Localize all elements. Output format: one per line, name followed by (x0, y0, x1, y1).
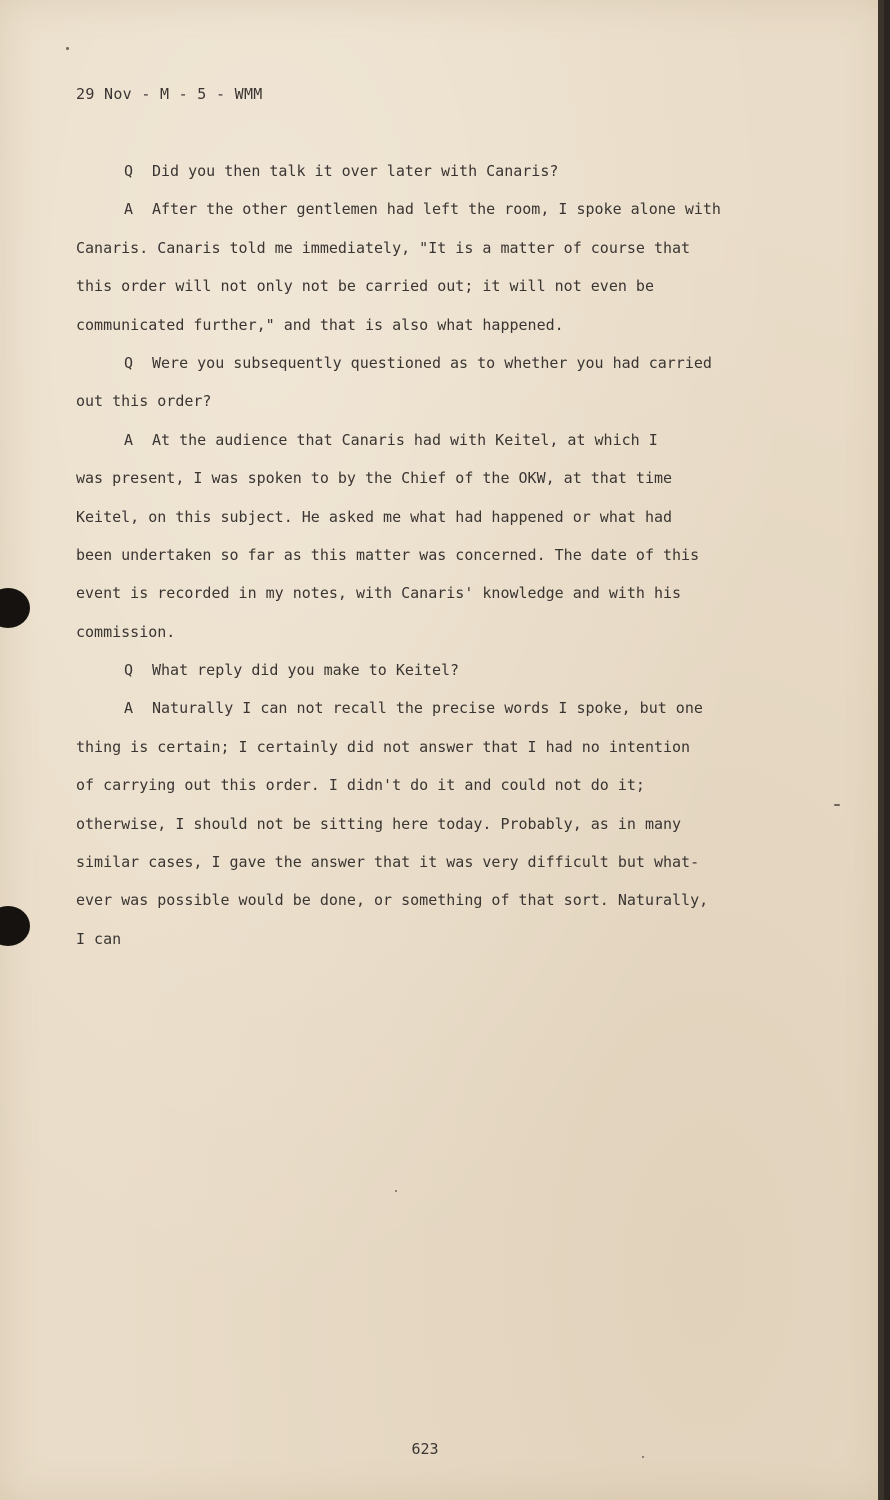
speck (66, 47, 69, 50)
text-line (76, 843, 766, 881)
question-paragraph (76, 152, 766, 190)
line-text: similar cases, I gave the answer that it was very difficult but what- (76, 853, 700, 872)
question-marker: Q (124, 353, 134, 372)
line-text: Keitel, on this subject. He asked me what had happened or what had (76, 507, 673, 526)
page-number (0, 1440, 890, 1458)
answer-paragraph (76, 421, 766, 651)
text-line (76, 190, 766, 228)
text-line (76, 459, 766, 497)
answer-marker: A (124, 430, 134, 449)
answer-paragraph (76, 689, 766, 958)
page-edge-shadow (878, 0, 884, 1500)
text-line (76, 536, 766, 574)
line-text: of carrying out this order. I didn't do it and could not do it; (76, 776, 645, 795)
text-line (76, 766, 766, 804)
line-text: After the other gentlemen had left the room, I spoke alone with (152, 200, 721, 219)
text-line (76, 574, 766, 612)
question-marker: Q (124, 162, 134, 180)
text-line (76, 229, 766, 267)
line-text: otherwise, I should not be sitting here today. Probably, as in many (76, 814, 682, 833)
question-paragraph (76, 344, 766, 421)
text-line (76, 805, 766, 843)
line-text: Were you subsequently questioned as to whether you had carried (152, 353, 712, 372)
line-text: What reply did you make to Keitel? (152, 661, 460, 680)
punch-hole (0, 906, 30, 946)
line-text: thing is certain; I certainly did not answer that I had no intention (76, 737, 691, 756)
punch-hole (0, 588, 30, 628)
text-line (76, 498, 766, 536)
line-text: I can (76, 929, 122, 948)
answer-marker: A (124, 200, 134, 219)
transcript-body (76, 152, 766, 958)
text-line (76, 728, 766, 766)
question-marker: Q (124, 661, 134, 680)
text-line (76, 689, 766, 727)
text-line (76, 881, 766, 919)
line-text: out this order? (76, 392, 212, 411)
line-text: At the audience that Canaris had with Keitel, at which I (152, 430, 658, 449)
answer-paragraph (76, 190, 766, 344)
line-text: Naturally I can not recall the precise words I spoke, but one (152, 699, 703, 718)
text-line (76, 613, 766, 651)
text-line (76, 267, 766, 305)
line-text: Did you then talk it over later with Canaris? (152, 162, 559, 180)
text-line (76, 306, 766, 344)
line-text: communicated further," and that is also what happened. (76, 315, 564, 334)
line-text: commission. (76, 622, 176, 641)
speck (395, 1190, 397, 1192)
line-text: was present, I was spoken to by the Chief of the OKW, at that time (76, 469, 673, 488)
text-line (76, 382, 766, 420)
speck (834, 804, 840, 806)
text-line (76, 651, 766, 689)
line-text: been undertaken so far as this matter was concerned. The date of this (76, 545, 700, 564)
text-line (76, 344, 766, 382)
line-text: ever was possible would be done, or something of that sort. Naturally, (76, 891, 709, 910)
page-number-text: 623 (411, 1440, 439, 1458)
document-reference: 29 Nov - M - 5 - WMM (76, 85, 263, 103)
text-line (76, 421, 766, 459)
answer-marker: A (124, 699, 134, 718)
line-text: event is recorded in my notes, with Canaris' knowledge and with his (76, 584, 682, 603)
text-line (76, 920, 766, 958)
text-line (76, 152, 766, 190)
line-text: Canaris. Canaris told me immediately, "It is a matter of course that (76, 238, 691, 257)
line-text: this order will not only not be carried out; it will not even be (76, 277, 654, 296)
question-paragraph (76, 651, 766, 689)
